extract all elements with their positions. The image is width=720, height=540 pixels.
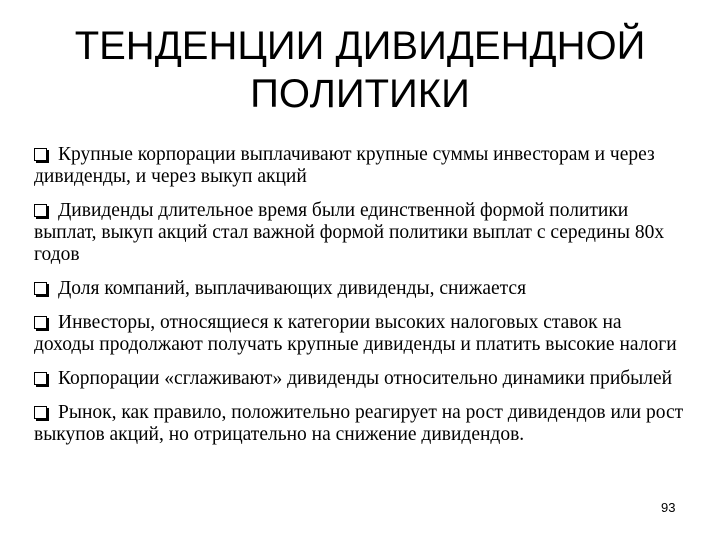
bullet-text: Крупные корпорации выплачивают крупные суммы инвесторам и через дивиденды, и через выкуп акций <box>34 144 655 187</box>
bullet-list <box>34 144 684 458</box>
checkbox-square-icon <box>34 282 47 295</box>
bullet-text: Дивиденды длительное время были единственной формой политики выплат, выкуп акций стал важной формой политики выплат с середины 80х годов <box>34 200 665 265</box>
slide-title-line-2: ПОЛИТИКИ <box>250 72 470 116</box>
bullet-text: Доля компаний, выплачивающих дивиденды, снижается <box>58 278 527 299</box>
bullet-item <box>34 144 684 188</box>
slide-title-line-1: ТЕНДЕНЦИИ ДИВИДЕНДНОЙ <box>74 24 646 68</box>
checkbox-square-icon <box>34 372 47 385</box>
bullet-item <box>34 402 684 446</box>
bullet-text: Инвесторы, относящиеся к категории высоких налоговых ставок на доходы продолжают получать крупные дивиденды и платить высокие налоги <box>34 312 677 355</box>
bullet-text: Рынок, как правило, положительно реагирует на рост дивидендов или рост выкупов акций, но отрицательно на снижение дивидендов. <box>34 402 684 445</box>
checkbox-square-icon <box>34 316 47 329</box>
bullet-item <box>34 200 684 266</box>
bullet-text: Корпорации «сглаживают» дивиденды относительно динамики прибылей <box>58 368 673 389</box>
checkbox-square-icon <box>34 204 47 217</box>
bullet-item <box>34 278 684 300</box>
bullet-item <box>34 368 684 390</box>
page-number: 93 <box>661 500 676 515</box>
bullet-item <box>34 312 684 356</box>
slide-title <box>0 22 720 118</box>
checkbox-square-icon <box>34 406 47 419</box>
checkbox-square-icon <box>34 148 47 161</box>
